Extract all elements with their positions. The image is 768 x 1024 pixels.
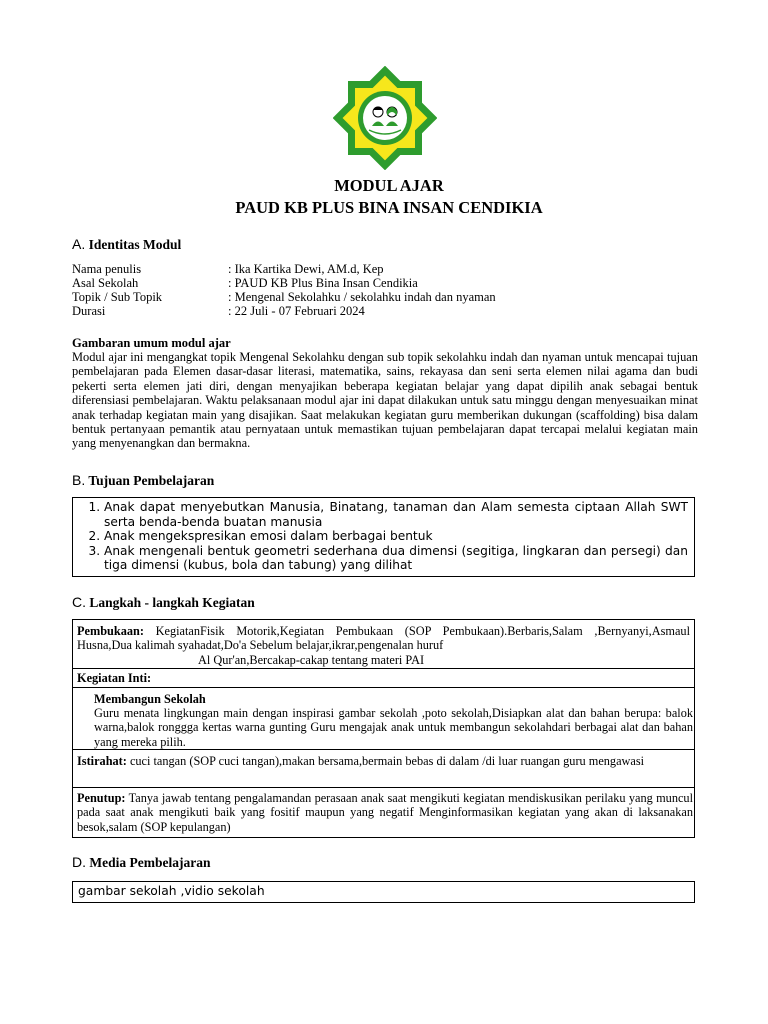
identity-label: Durasi <box>72 304 106 318</box>
section-b-title: Tujuan Pembelajaran <box>88 473 215 488</box>
activity-steps-table <box>72 619 695 838</box>
closing-text: Tanya jawab tentang pengalamandan perasaan anak saat mengikuti kegiatan mendiskusikan perilaku yang muncul pada saat anak mengikuti baik yang fositif maupun yang negatif Menginformasikan kegiatan yang akan di laksanakan besok,salam (SOP kepulangan) <box>77 791 693 834</box>
section-b-heading <box>72 472 214 489</box>
description-text: Modul ajar ini mengangkat topik Mengenal Sekolahku dengan sub topik sekolahku indah dan nyaman untuk mencapai tujuan pembelajaran pada Elemen dasar-dasar literasi, matematika, sains, rekayasa dan seni serta elemen nilai agama dan budi pekerti serta elemen jati diri, dengan menyajikan beberapa kegiatan belajar yang dapat dipilih anak sebagai bentuk diferensiasi pembelajaran. Waktu pelaksanaan modul ajar ini dapat dilakukan untuk satu minggu dengan menyesuaikan minat anak terhadap kegiatan main yang disajikan. Saat melakukan kegiatan guru memberikan dukungan (scaffolding) bisa dalam bentuk pertanyaan pemantik atau pernyataan untuk memastikan tujuan pembelajaran dapat tercapai melalui kegiatan main yang menyenangkan dan bermakna. <box>72 350 698 451</box>
section-d-title: Media Pembelajaran <box>89 855 211 870</box>
section-c-letter: C. <box>72 594 86 610</box>
identity-value: : Mengenal Sekolahku / sekolahku indah dan nyaman <box>228 290 496 304</box>
closing-label: Penutup: <box>77 791 126 805</box>
opening-text-continued: Al Qur'an,Bercakap-cakap tentang materi PAI <box>198 653 425 667</box>
learning-media-box: gambar sekolah ,vidio sekolah <box>72 881 695 903</box>
core-activity-subtitle: Membangun Sekolah <box>94 692 206 706</box>
identity-value: : PAUD KB Plus Bina Insan Cendikia <box>228 276 418 290</box>
section-b-letter: B. <box>72 472 86 488</box>
identity-label: Asal Sekolah <box>72 276 139 290</box>
identity-label: Topik / Sub Topik <box>72 290 163 304</box>
section-d-letter: D. <box>72 854 86 870</box>
core-activity-text: Guru menata lingkungan main dengan inspirasi gambar sekolah ,poto sekolah,Disiapkan alat dan bahan berupa: balok warna,balok ronggga kertas warna gunting Guru mengajak anak untuk membangun sekolahdari berbagai alat dan bahan yang mereka pilih. <box>94 706 693 749</box>
opening-row <box>73 620 694 669</box>
section-d-heading <box>72 854 210 871</box>
document-subtitle: PAUD KB PLUS BINA INSAN CENDIKIA <box>235 198 543 217</box>
identity-value: : Ika Kartika Dewi, AM.d, Kep <box>228 262 384 276</box>
section-a-heading <box>72 236 181 253</box>
identity-value: : 22 Juli - 07 Februari 2024 <box>228 304 365 318</box>
document-title: MODUL AJAR <box>334 176 444 195</box>
learning-goal-item: 2. Anak mengekspresikan emosi dalam berbagai bentuk <box>104 529 688 544</box>
opening-text: KegiatanFisik Motorik,Kegiatan Pembukaan (SOP Pembukaan).Berbaris,Salam ,Bernyanyi,Asmaul Husna,Dua kalimah syahadat,Do'a Sebelum belajar,ikrar,pengenalan huruf <box>77 624 690 653</box>
section-a-letter: A. <box>72 236 86 252</box>
closing-row <box>73 788 694 838</box>
section-c-heading <box>72 594 255 611</box>
description-title: Gambaran umum modul ajar <box>72 336 231 350</box>
learning-goal-item: 3. Anak mengenali bentuk geometri sederhana dua dimensi (segitiga, lingkaran dan persegi) dan tiga dimensi (kubus, bola dan tabung) yang dilihat <box>104 544 688 573</box>
core-activity-label: Kegiatan Inti: <box>77 671 152 685</box>
identity-label: Nama penulis <box>72 262 142 276</box>
core-activity-row <box>73 669 694 688</box>
section-c-title: Langkah - langkah Kegiatan <box>89 595 255 610</box>
break-row <box>73 750 694 788</box>
core-activity-content-row <box>73 688 694 750</box>
opening-label: Pembukaan: <box>77 624 144 638</box>
learning-goals-box <box>72 497 695 577</box>
school-logo <box>333 66 437 170</box>
break-text: cuci tangan (SOP cuci tangan),makan bersama,bermain bebas di dalam /di luar ruangan guru mengawasi <box>129 754 645 768</box>
break-label: Istirahat: <box>77 754 127 768</box>
learning-goal-item: 1. Anak dapat menyebutkan Manusia, Binatang, tanaman dan Alam semesta ciptaan Allah SWT serta benda-benda buatan manusia <box>104 500 688 529</box>
learning-goals-list <box>73 498 694 573</box>
section-a-title: Identitas Modul <box>88 237 182 252</box>
